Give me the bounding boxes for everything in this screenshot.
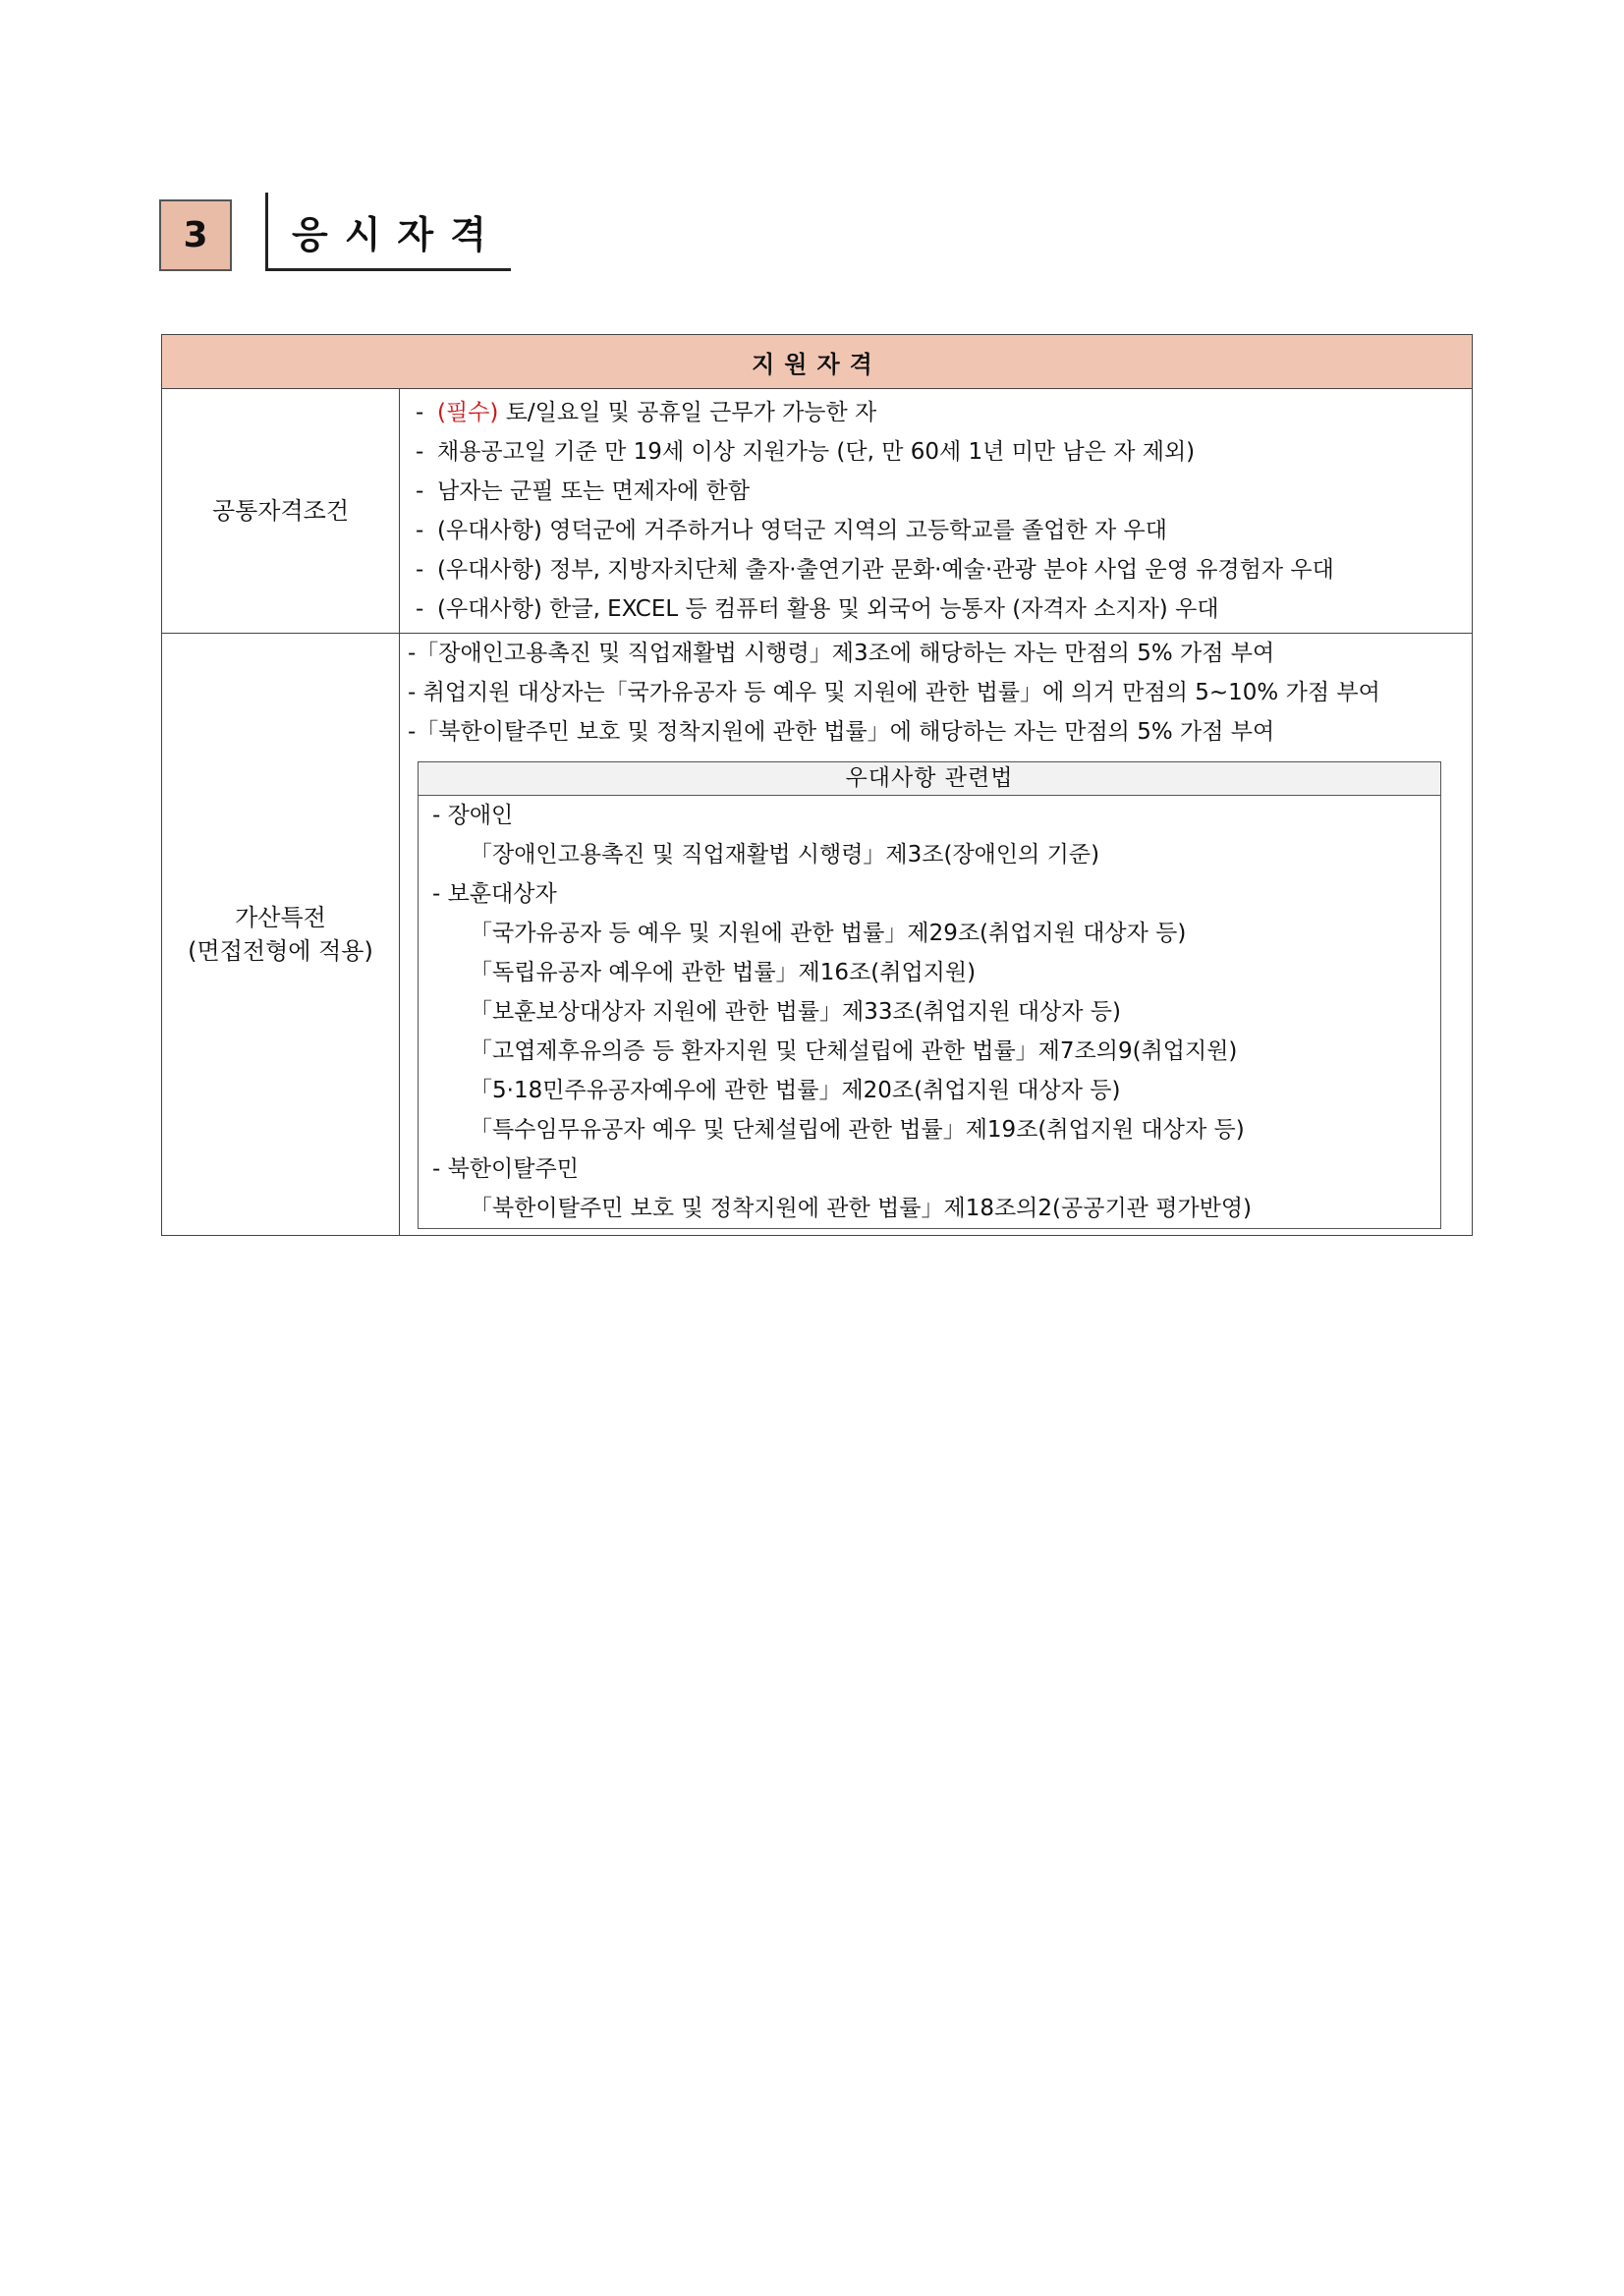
law-item: 「5·18민주유공자예우에 관한 법률」제20조(취업지원 대상자 등) [470, 1078, 1121, 1103]
bonus-label [162, 634, 400, 1236]
list-item: - 취업지원 대상자는「국가유공자 등 예우 및 지원에 관한 법률」에 의거 만점의 5~10% 가점 부여 [408, 680, 1380, 705]
required-tag: (필수) [437, 400, 499, 425]
section-title-frame [265, 193, 511, 271]
dash: - [416, 557, 424, 583]
bonus-list [408, 634, 1472, 752]
item-text: 남자는 군필 또는 면제자에 한함 [437, 478, 751, 504]
dash: - [416, 439, 424, 465]
item-text: (우대사항) 영덕군에 거주하거나 영덕군 지역의 고등학교를 졸업한 자 우대 [437, 518, 1167, 543]
common-list [400, 389, 1472, 633]
table-header-row [162, 335, 1473, 389]
bonus-row [162, 634, 1473, 1236]
law-item: 「북한이탈주민 보호 및 정착지원에 관한 법률」제18조의2(공공기관 평가반영) [470, 1196, 1253, 1221]
law-group-disabled: - 장애인 [432, 803, 514, 828]
dash: - [416, 400, 424, 425]
list-item: -「장애인고용촉진 및 직업재활법 시행령」제3조에 해당하는 자는 만점의 5% 가점 부여 [408, 641, 1275, 666]
law-item: 「고엽제후유의증 등 환자지원 및 단체설립에 관한 법률」제7조의9(취업지원) [470, 1038, 1238, 1064]
item-text: 토/일요일 및 공휴일 근무가 가능한 자 [498, 400, 877, 425]
list-item [416, 511, 1472, 550]
law-item: 「장애인고용촉진 및 직업재활법 시행령」제3조(장애인의 기준) [470, 842, 1100, 868]
dash: - [416, 518, 424, 543]
section-title: 응시자격 [292, 213, 503, 256]
qualification-table [161, 334, 1473, 1236]
law-group-north-korean-defectors: - 북한이탈주민 [432, 1156, 579, 1182]
bonus-label-line1: 가산특전 [235, 904, 326, 931]
item-text: (우대사항) 정부, 지방자치단체 출자·출연기관 문화·예술·관광 분야 사업 운영 유경험자 우대 [437, 557, 1334, 583]
preference-laws-box [418, 761, 1441, 1229]
law-item: 「보훈보상대상자 지원에 관한 법률」제33조(취업지원 대상자 등) [470, 999, 1122, 1025]
list-item [416, 393, 1472, 432]
item-text: 채용공고일 기준 만 19세 이상 지원가능 (단, 만 60세 1년 미만 남은 자 제외) [437, 439, 1196, 465]
dash: - [416, 478, 424, 504]
bonus-label-line2: (면접전형에 적용) [188, 937, 373, 965]
common-label: 공통자격조건 [162, 389, 400, 634]
law-list [419, 796, 1440, 1228]
preference-laws-title: 우대사항 관련법 [419, 762, 1440, 796]
item-text: (우대사항) 한글, EXCEL 등 컴퓨터 활용 및 외국어 능통자 (자격자 소지자) 우대 [437, 596, 1219, 622]
list-item [416, 589, 1472, 629]
law-group-veterans: - 보훈대상자 [432, 881, 557, 907]
list-item [416, 472, 1472, 511]
section-number: 3 [159, 199, 232, 271]
law-item: 「독립유공자 예우에 관한 법률」제16조(취업지원) [470, 960, 977, 985]
common-row [162, 389, 1473, 634]
law-item: 「특수임무유공자 예우 및 단체설립에 관한 법률」제19조(취업지원 대상자 등) [470, 1117, 1245, 1143]
list-item [416, 550, 1472, 589]
law-item: 「국가유공자 등 예우 및 지원에 관한 법률」제29조(취업지원 대상자 등) [470, 921, 1187, 946]
dash: - [416, 596, 424, 622]
table-header: 지원자격 [162, 335, 1473, 389]
list-item [416, 432, 1472, 472]
list-item: -「북한이탈주민 보호 및 정착지원에 관한 법률」에 해당하는 자는 만점의 5% 가점 부여 [408, 719, 1275, 745]
common-content [400, 389, 1473, 634]
bonus-content [400, 634, 1473, 1236]
